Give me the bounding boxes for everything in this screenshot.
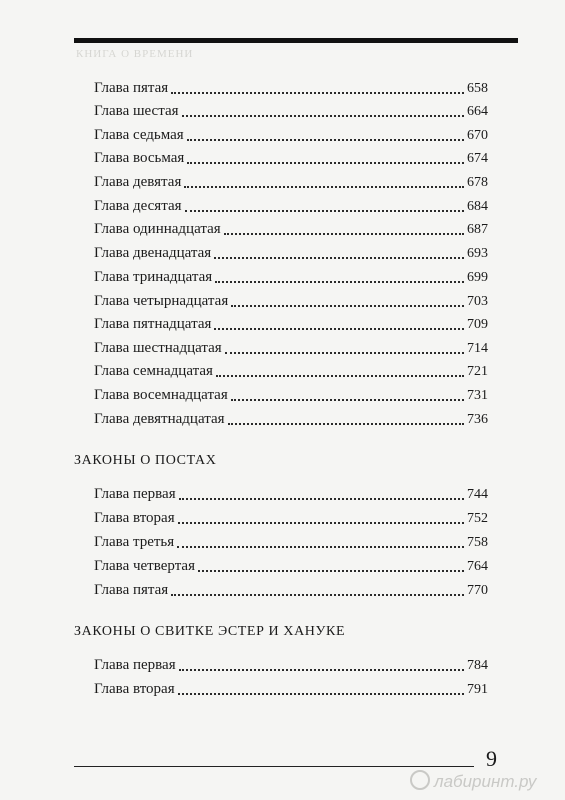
entry-title: Глава семнадцатая (94, 363, 213, 379)
toc-entry (94, 335, 488, 357)
entry-title: Глава седьмая (94, 127, 184, 143)
dot-leader (214, 328, 464, 330)
toc-entry (94, 264, 488, 286)
entry-title: Глава пятая (94, 582, 169, 598)
entry-title: Глава четвертая (94, 558, 195, 574)
toc-entry (94, 652, 488, 674)
top-rule (74, 38, 518, 43)
toc-entry (94, 75, 488, 97)
publisher-watermark (410, 770, 536, 792)
entry-page: 791 (467, 682, 488, 697)
entry-page: 684 (467, 199, 488, 214)
entry-page: 678 (467, 175, 488, 190)
toc-entry (94, 382, 488, 404)
dot-leader (187, 139, 464, 141)
entry-title: Глава пятнадцатая (94, 316, 212, 332)
entry-page: 721 (467, 364, 488, 379)
entry-title: Глава четырнадцатая (94, 293, 229, 309)
dot-leader (178, 522, 464, 524)
entry-page: 703 (467, 294, 488, 309)
dot-leader (216, 375, 464, 377)
dot-leader (185, 210, 465, 212)
entry-title: Глава десятая (94, 198, 182, 214)
entry-page: 758 (467, 535, 488, 550)
toc-entry (94, 145, 488, 167)
dot-leader (215, 281, 464, 283)
entry-page: 770 (467, 583, 488, 598)
toc-entry (94, 240, 488, 262)
entry-title: Глава вторая (94, 681, 175, 697)
dot-leader (225, 352, 464, 354)
dot-leader (177, 546, 464, 548)
dot-leader (171, 92, 464, 94)
entry-title: Глава первая (94, 657, 176, 673)
entry-page: 699 (467, 270, 488, 285)
entry-title: Глава пятая (94, 80, 169, 96)
entry-page: 736 (467, 412, 488, 427)
entry-page: 693 (467, 246, 488, 261)
entry-page: 744 (467, 487, 488, 502)
entry-title: Глава девятнадцатая (94, 411, 225, 427)
dot-leader (228, 423, 464, 425)
dot-leader (171, 594, 464, 596)
toc-entry (94, 288, 488, 310)
entry-title: Глава девятая (94, 174, 182, 190)
toc-entry (94, 676, 488, 698)
toc-entry (94, 193, 488, 215)
entry-title: Глава вторая (94, 510, 175, 526)
entry-title: Глава восемнадцатая (94, 387, 228, 403)
toc-entry (94, 311, 488, 333)
entry-page: 674 (467, 151, 488, 166)
page-number: 9 (486, 746, 497, 771)
entry-page: 752 (467, 511, 488, 526)
entry-title: Глава третья (94, 534, 175, 550)
dot-leader (182, 115, 464, 117)
labirint-logo-icon (410, 770, 430, 790)
entry-title: Глава одиннадцатая (94, 221, 221, 237)
toc-entry (94, 481, 488, 503)
toc-entry (94, 98, 488, 120)
entry-title: Глава тринадцатая (94, 269, 213, 285)
toc-entry (94, 553, 488, 575)
entry-page: 731 (467, 388, 488, 403)
dot-leader (198, 570, 464, 572)
toc-entry (94, 216, 488, 238)
dot-leader (231, 399, 464, 401)
toc-entry (94, 169, 488, 191)
dot-leader (231, 305, 464, 307)
toc-entry (94, 122, 488, 144)
dot-leader (187, 162, 464, 164)
entry-title: Глава шестая (94, 103, 179, 119)
toc-entry (94, 577, 488, 599)
section-heading-esther-hanukkah: ЗАКОНЫ О СВИТКЕ ЭСТЕР И ХАНУКЕ (74, 624, 346, 639)
entry-page: 658 (467, 81, 488, 96)
section-heading-fasts: ЗАКОНЫ О ПОСТАХ (74, 453, 217, 468)
dot-leader (179, 669, 464, 671)
entry-title: Глава восьмая (94, 150, 185, 166)
dot-leader (224, 233, 464, 235)
entry-page: 709 (467, 317, 488, 332)
entry-page: 664 (467, 104, 488, 119)
entry-title: Глава шестнадцатая (94, 340, 222, 356)
toc-entry (94, 529, 488, 551)
entry-page: 687 (467, 222, 488, 237)
toc-entry (94, 505, 488, 527)
entry-page: 764 (467, 559, 488, 574)
dot-leader (214, 257, 464, 259)
entry-page: 670 (467, 128, 488, 143)
entry-page: 714 (467, 341, 488, 356)
watermark-text: лабиринт.ру (434, 772, 537, 791)
dot-leader (178, 693, 464, 695)
toc-entry (94, 406, 488, 428)
entry-title: Глава первая (94, 486, 176, 502)
toc-entry (94, 358, 488, 380)
bottom-rule (74, 766, 474, 767)
dot-leader (184, 186, 464, 188)
show-through-heading: КНИГА О ВРЕМЕНИ (76, 48, 194, 60)
entry-page: 784 (467, 658, 488, 673)
entry-title: Глава двенадцатая (94, 245, 212, 261)
dot-leader (179, 498, 464, 500)
